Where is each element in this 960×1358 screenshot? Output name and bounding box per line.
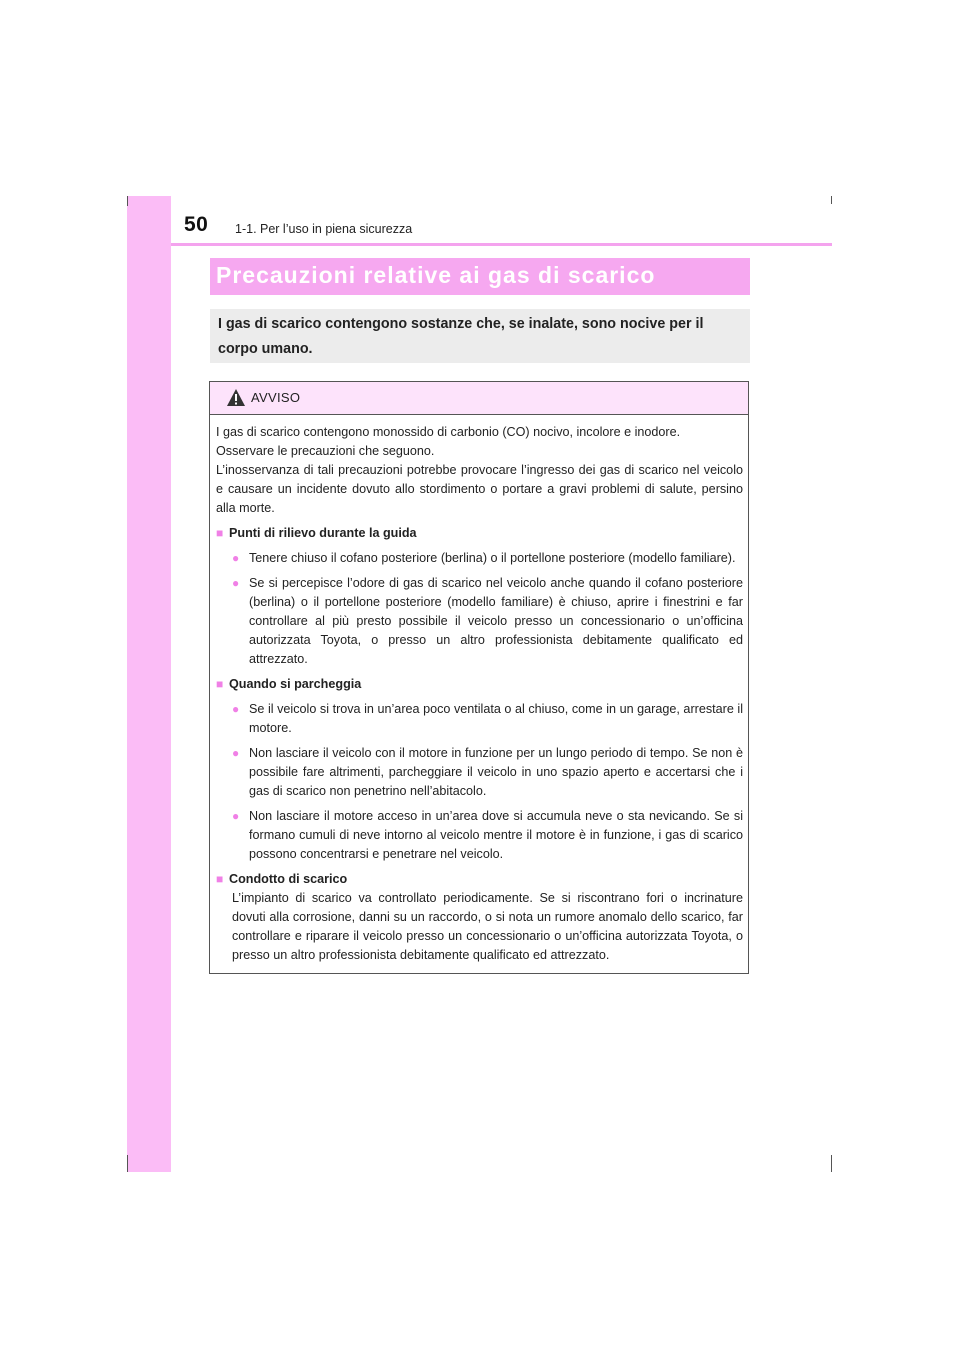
section-heading: ■ Punti di rilievo durante la guida [216,524,743,543]
header-divider [171,243,832,246]
section-paragraph: L’impianto di scarico va controllato periodicamente. Se si riscontrano fori o incrinature dovuti alla corrosione, danni su un raccordo, o si nota un rumore anomalo dello scarico, far controllare e riparare il veicolo presso un concessionario o un’officina autorizzata Toyota, o presso un altro professionista debitamente qualificato ed attrezzato. [232,891,743,962]
warning-body [216,423,743,965]
bullet-dot-icon: ● [232,746,240,760]
list-item: ● Tenere chiuso il cofano posteriore (berlina) o il portellone posteriore (modello familiare). [216,549,743,568]
bullet-dot-icon: ● [232,576,240,590]
crop-mark [831,1155,832,1172]
warning-paragraph: L’inosservanza di tali precauzioni potrebbe provocare l’ingresso dei gas di scarico nel veicolo e causare un incidente dovuto allo stordimento o portare a gravi problemi di salute, persino alla morte. [216,463,743,515]
crop-mark [127,196,128,206]
warning-triangle-icon [226,388,246,407]
warning-label: AVVISO [251,390,301,405]
side-chapter-tab [127,196,171,1172]
bullet-dot-icon: ● [232,702,240,716]
square-marker-icon: ■ [216,872,224,886]
list-item: ● Non lasciare il motore acceso in un’area dove si accumula neve o sta nevicando. Se si formano cumuli di neve intorno al veicolo mentre il motore è in funzione, i gas di scarico possono concentrarsi e penetrare nel veicolo. [216,807,743,864]
list-item: ● Non lasciare il veicolo con il motore in funzione per un lungo periodo di tempo. Se non è possibile fare altrimenti, parcheggiare il veicolo in uno spazio aperto e accertarsi che i gas di scarico non penetrino nell’abitacolo. [216,744,743,801]
crop-mark [127,1155,128,1172]
list-item: ● Se si percepisce l’odore di gas di scarico nel veicolo anche quando il cofano posteriore (berlina) o il portellone posteriore (modello familiare) è chiuso, aprire i finestrini e far controllare al più presto possibile il veicolo presso un concessionario o un’officina autorizzata Toyota, o presso un altro professionista debitamente qualificato ed attrezzato. [216,574,743,669]
bullet-dot-icon: ● [232,551,240,565]
warning-header [210,382,748,415]
section-heading: ■ Quando si parcheggia [216,675,743,694]
page-title: Precauzioni relative ai gas di scarico [216,262,656,288]
section-breadcrumb: 1-1. Per l’uso in piena sicurezza [235,222,413,236]
list-item: ● Se il veicolo si trova in un’area poco ventilata o al chiuso, come in un garage, arrestare il motore. [216,700,743,738]
warning-box [209,381,749,974]
square-marker-icon: ■ [216,526,224,540]
crop-mark [831,196,832,204]
bullet-dot-icon: ● [232,809,240,823]
intro-text: I gas di scarico contengono sostanze che, se inalate, sono nocive per il corpo umano. [218,316,704,357]
page-number: 50 [184,213,209,236]
square-marker-icon: ■ [216,677,224,691]
warning-paragraph: Osservare le precauzioni che seguono. [216,444,435,458]
warning-paragraph: I gas di scarico contengono monossido di carbonio (CO) nocivo, incolore e inodore. [216,425,681,439]
section-heading: ■ Condotto di scarico [216,870,743,889]
